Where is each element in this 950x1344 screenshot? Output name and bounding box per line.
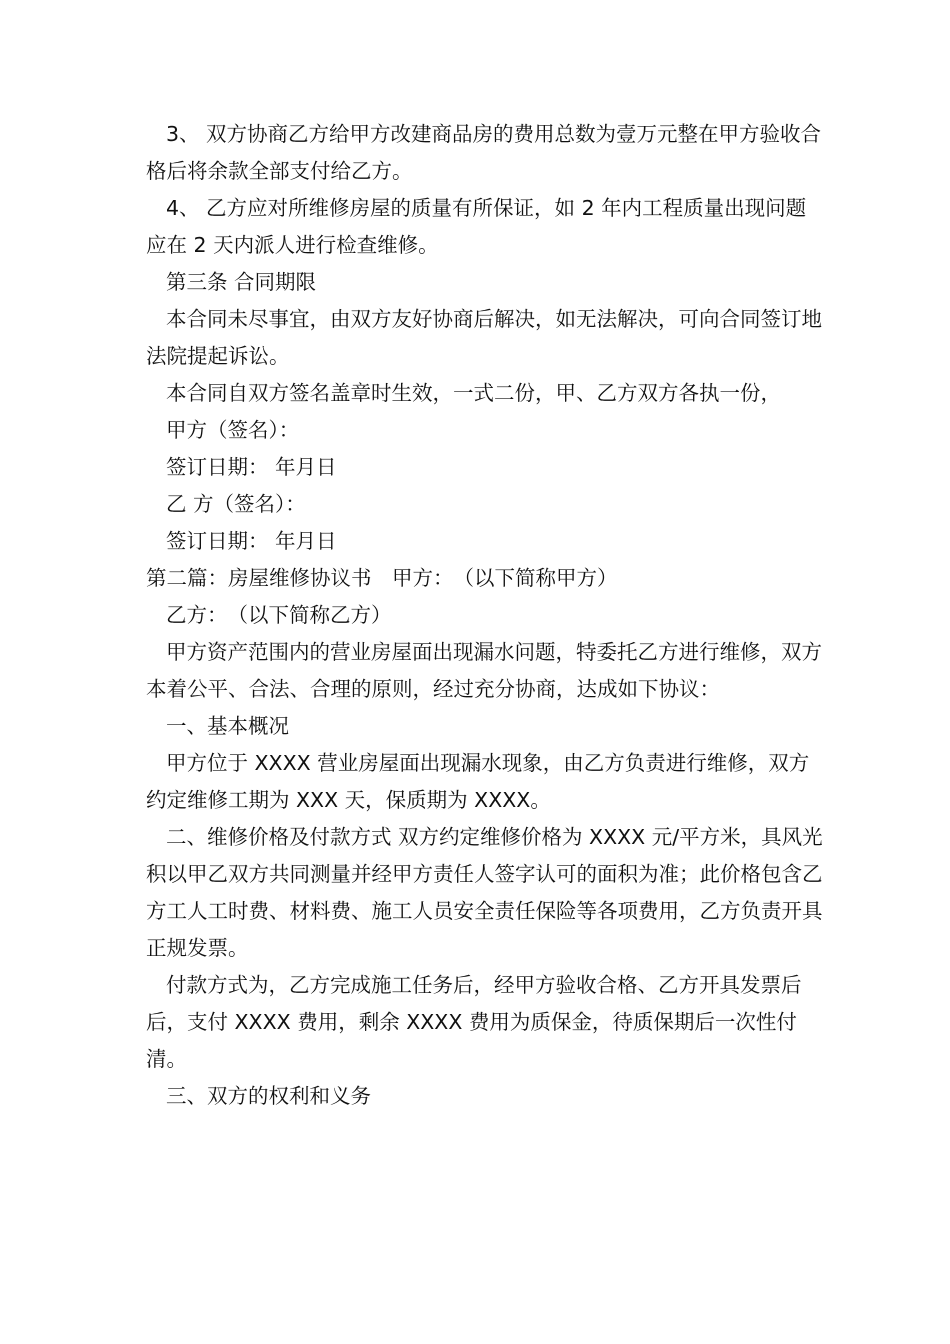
party-a-date-line: 签订日期： 年月日	[166, 455, 337, 479]
effectiveness-paragraph: 本合同自双方签名盖章时生效，一式二份，甲、乙方双方各执一份，	[166, 381, 781, 405]
intro-paragraph: 甲方资产范围内的营业房屋面出现漏水问题，特委托乙方进行维修，双方本着公平、合法、合理的原则，经过充分协商，达成如下协议：	[146, 640, 822, 701]
basic-overview-paragraph: 甲方位于 XXXX 营业房屋面出现漏水现象，由乙方负责进行维修，双方约定维修工期为 XXX 天，保质期为 XXXX。	[146, 751, 810, 812]
party-b-signature-line: 乙 方（签名）：	[166, 492, 306, 516]
party-b-date-line: 签订日期： 年月日	[166, 529, 337, 553]
dispute-resolution-paragraph: 本合同未尽事宜，由双方友好协商后解决，如无法解决，可向合同签订地法院提起诉讼。	[146, 307, 822, 368]
clause-3-paragraph: 3、 双方协商乙方给甲方改建商品房的费用总数为壹万元整在甲方验收合格后将余款全部支付给乙方。	[146, 122, 822, 183]
party-b-line: 乙方： （以下简称乙方）	[166, 603, 392, 627]
section-3-heading: 三、双方的权利和义务	[166, 1084, 371, 1108]
price-payment-paragraph: 二、维修价格及付款方式 双方约定维修价格为 XXXX 元/平方米，具风光积以甲乙双方共同测量并经甲方责任人签字认可的面积为准；此价格包含乙方工人工时费、材料费、施工人员安全责任保险等各项费用，乙方负责开具正规发票。	[146, 825, 823, 960]
section-1-heading: 一、基本概况	[166, 714, 289, 738]
clause-4-paragraph: 4、 乙方应对所维修房屋的质量有所保证，如 2 年内工程质量出现问题应在 2 天内派人进行检查维修。	[146, 196, 807, 257]
article-3-heading: 第三条 合同期限	[166, 270, 317, 294]
payment-method-paragraph: 付款方式为，乙方完成施工任务后，经甲方验收合格、乙方开具发票后后，支付 XXXX 费用，剩余 XXXX 费用为质保金，待质保期后一次性付清。	[146, 973, 802, 1071]
party-a-signature-line: 甲方（签名）：	[166, 418, 300, 442]
document-body	[146, 116, 826, 1115]
second-document-title: 第二篇：房屋维修协议书 甲方： （以下简称甲方）	[146, 566, 618, 590]
